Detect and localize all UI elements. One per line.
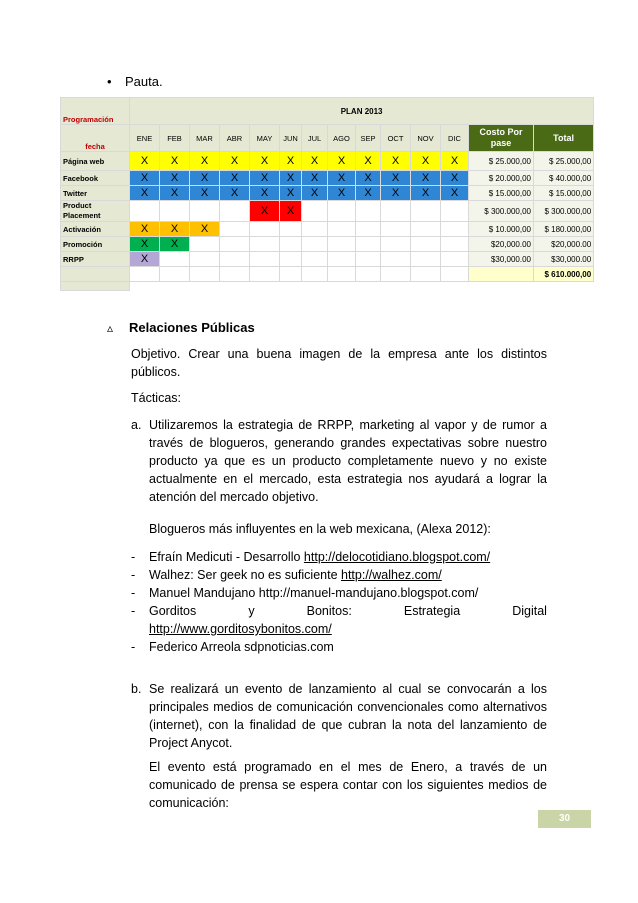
blogger-item-2: - Walhez: Ser geek no es suficiente http://walhez.com/ <box>131 568 442 582</box>
bloggers-intro <box>131 520 547 538</box>
month-header: JUN <box>280 125 302 152</box>
table-row <box>61 186 594 201</box>
blogger-item-3: - Manuel Mandujano http://manuel-mandujano.blogspot.com/ <box>131 586 479 600</box>
schedule-cell: X <box>411 152 441 171</box>
month-header: MAR <box>190 125 220 152</box>
schedule-cell: X <box>190 222 220 237</box>
item-b-continued <box>131 758 547 812</box>
bullet-icon: • <box>107 74 112 89</box>
schedule-cell: X <box>356 152 381 171</box>
schedule-cell: X <box>160 237 190 252</box>
month-header: ENE <box>130 125 160 152</box>
schedule-cell <box>381 252 411 267</box>
cost-cell: $20,000.00 <box>469 237 534 252</box>
schedule-cell <box>441 222 469 237</box>
schedule-cell <box>441 252 469 267</box>
schedule-cell: X <box>160 222 190 237</box>
total-cell: $ 40.000,00 <box>534 171 594 186</box>
page-number: 30 <box>538 810 591 828</box>
schedule-cell <box>381 222 411 237</box>
schedule-cell: X <box>356 186 381 201</box>
schedule-cell: X <box>302 171 328 186</box>
month-header: JUL <box>302 125 328 152</box>
table-row <box>61 252 594 267</box>
row-label: Twitter <box>61 186 130 201</box>
schedule-cell: X <box>328 171 356 186</box>
schedule-cell: X <box>250 152 280 171</box>
schedule-cell: X <box>302 186 328 201</box>
item-a <box>131 416 547 506</box>
cost-cell: $ 20.000,00 <box>469 171 534 186</box>
table-row <box>61 222 594 237</box>
schedule-cell <box>302 201 328 222</box>
schedule-cell: X <box>280 186 302 201</box>
schedule-cell <box>280 222 302 237</box>
plan-title: PLAN 2013 <box>130 98 594 125</box>
total-cell: $ 180.000,00 <box>534 222 594 237</box>
item-b <box>131 680 547 752</box>
tacticas-label: Tácticas: <box>131 391 182 405</box>
schedule-cell <box>190 201 220 222</box>
schedule-cell <box>250 252 280 267</box>
schedule-cell <box>411 252 441 267</box>
table-row <box>61 201 594 222</box>
schedule-cell: X <box>160 171 190 186</box>
objetivo-paragraph: Objetivo. Crear una buena imagen de la empresa ante los distintos públicos. <box>131 347 547 379</box>
schedule-cell: X <box>130 222 160 237</box>
schedule-cell <box>356 237 381 252</box>
schedule-cell <box>190 237 220 252</box>
cost-header: Costo Por pase <box>469 125 534 152</box>
schedule-cell: X <box>441 171 469 186</box>
pauta-label: Pauta. <box>125 74 163 89</box>
schedule-cell: X <box>328 152 356 171</box>
schedule-cell: X <box>356 171 381 186</box>
schedule-cell <box>220 252 250 267</box>
month-header: ABR <box>220 125 250 152</box>
schedule-cell <box>302 222 328 237</box>
schedule-cell: X <box>130 237 160 252</box>
plan-month-row <box>61 125 594 152</box>
schedule-cell: X <box>130 171 160 186</box>
schedule-cell <box>328 201 356 222</box>
cost-cell: $30,000.00 <box>469 252 534 267</box>
schedule-cell <box>381 237 411 252</box>
schedule-cell <box>411 201 441 222</box>
programacion-label: Programación <box>61 98 130 125</box>
schedule-cell <box>441 201 469 222</box>
schedule-cell <box>302 252 328 267</box>
schedule-cell <box>220 201 250 222</box>
schedule-cell: X <box>160 152 190 171</box>
row-label: Página web <box>61 152 130 171</box>
schedule-cell: X <box>302 152 328 171</box>
schedule-cell: X <box>441 152 469 171</box>
schedule-cell <box>441 237 469 252</box>
schedule-cell: X <box>160 186 190 201</box>
total-header: Total <box>534 125 594 152</box>
schedule-cell <box>356 252 381 267</box>
schedule-cell <box>220 237 250 252</box>
plan-header-row <box>61 98 594 125</box>
month-header: MAY <box>250 125 280 152</box>
pauta-bullet <box>107 74 163 89</box>
row-label: Promoción <box>61 237 130 252</box>
item-b2-text: El evento está programado en el mes de Enero, a través de un comunicado de prensa se espera contar con los siguientes medios de comunicación: <box>149 760 547 810</box>
total-cell: $30,000.00 <box>534 252 594 267</box>
row-label: Facebook <box>61 171 130 186</box>
schedule-cell: X <box>381 152 411 171</box>
blogger-link[interactable]: http://delocotidiano.blogspot.com/ <box>303 550 491 564</box>
item-b-mark: b. <box>131 682 142 696</box>
schedule-cell: X <box>250 186 280 201</box>
section-title: Relaciones Públicas <box>129 320 255 335</box>
blogger-link[interactable]: http://walhez.com/ <box>341 568 442 582</box>
schedule-cell <box>302 237 328 252</box>
schedule-cell: X <box>130 252 160 267</box>
total-cell: $20,000.00 <box>534 237 594 252</box>
month-header: AGO <box>328 125 356 152</box>
schedule-cell <box>356 201 381 222</box>
schedule-cell: X <box>190 171 220 186</box>
schedule-cell: X <box>220 171 250 186</box>
schedule-cell: X <box>411 171 441 186</box>
bloggers-intro-text: Blogueros más influyentes en la web mexicana, (Alexa 2012): <box>149 522 491 536</box>
table-row <box>61 237 594 252</box>
schedule-cell <box>411 222 441 237</box>
schedule-cell <box>280 237 302 252</box>
schedule-cell <box>328 237 356 252</box>
schedule-cell <box>190 252 220 267</box>
cost-cell: $ 10.000,00 <box>469 222 534 237</box>
schedule-cell <box>160 201 190 222</box>
total-cell: $ 25.000,00 <box>534 152 594 171</box>
schedule-cell <box>328 252 356 267</box>
blogger-item-4: - Gorditos y Bonitos: Estrategia Digital http://www.gorditosybonitos.com/ <box>131 604 547 636</box>
blogger-item-5: - Federico Arreola sdpnoticias.com <box>131 640 334 654</box>
cost-cell: $ 300.000,00 <box>469 201 534 222</box>
schedule-cell: X <box>280 152 302 171</box>
schedule-cell: X <box>250 201 280 222</box>
schedule-cell: X <box>381 171 411 186</box>
table-row <box>61 152 594 171</box>
schedule-cell: X <box>280 201 302 222</box>
schedule-cell <box>280 252 302 267</box>
schedule-cell <box>250 222 280 237</box>
item-b-text: Se realizará un evento de lanzamiento al cual se convocarán a los principales medios de comunicación convencionales como alternativos (internet), con la finalidad de que cubran la nota del lanzamiento de Project Anycot. <box>149 682 547 750</box>
total-cell: $ 15.000,00 <box>534 186 594 201</box>
item-a-mark: a. <box>131 418 142 432</box>
grand-total: $ 610.000,00 <box>534 267 594 282</box>
schedule-cell <box>381 201 411 222</box>
schedule-cell: X <box>411 186 441 201</box>
schedule-cell: X <box>190 186 220 201</box>
schedule-cell: X <box>328 186 356 201</box>
schedule-cell: X <box>130 186 160 201</box>
schedule-cell: X <box>441 186 469 201</box>
schedule-cell <box>411 237 441 252</box>
schedule-cell <box>356 222 381 237</box>
blogger-item-1: - Efraín Medicuti - Desarrollo http://delocotidiano.blogspot.com/ <box>131 550 491 564</box>
grand-total-row <box>61 267 594 282</box>
schedule-cell <box>220 222 250 237</box>
total-cell: $ 300.000,00 <box>534 201 594 222</box>
schedule-cell <box>328 222 356 237</box>
cost-cell: $ 15.000,00 <box>469 186 534 201</box>
row-label: RRPP <box>61 252 130 267</box>
triangle-up-icon: ▵ <box>107 321 114 335</box>
month-header: OCT <box>381 125 411 152</box>
schedule-cell: X <box>381 186 411 201</box>
item-a-text: Utilizaremos la estrategia de RRPP, marketing al vapor y de rumor a través de blogueros, generando grandes expectativas sobre nuestro producto ya que es un producto completamente nuevo y no existe actualmente en el mercado, esta estrategia nos ayudará a lograr la atención del mercado objetivo. <box>149 418 547 504</box>
schedule-cell <box>250 237 280 252</box>
schedule-cell: X <box>280 171 302 186</box>
schedule-cell <box>130 201 160 222</box>
schedule-cell: X <box>220 152 250 171</box>
row-label: Activación <box>61 222 130 237</box>
cost-cell: $ 25.000,00 <box>469 152 534 171</box>
blogger-link[interactable]: http://www.gorditosybonitos.com/ <box>149 622 332 636</box>
month-header: DIC <box>441 125 469 152</box>
schedule-cell: X <box>190 152 220 171</box>
table-row <box>61 171 594 186</box>
fecha-label: fecha <box>61 125 130 152</box>
plan-table <box>60 97 594 291</box>
schedule-cell: X <box>250 171 280 186</box>
schedule-cell: X <box>220 186 250 201</box>
row-label: Product Placement <box>61 201 130 222</box>
schedule-cell: X <box>130 152 160 171</box>
section-heading <box>107 320 255 335</box>
month-header: FEB <box>160 125 190 152</box>
month-header: NOV <box>411 125 441 152</box>
schedule-cell <box>160 252 190 267</box>
month-header: SEP <box>356 125 381 152</box>
